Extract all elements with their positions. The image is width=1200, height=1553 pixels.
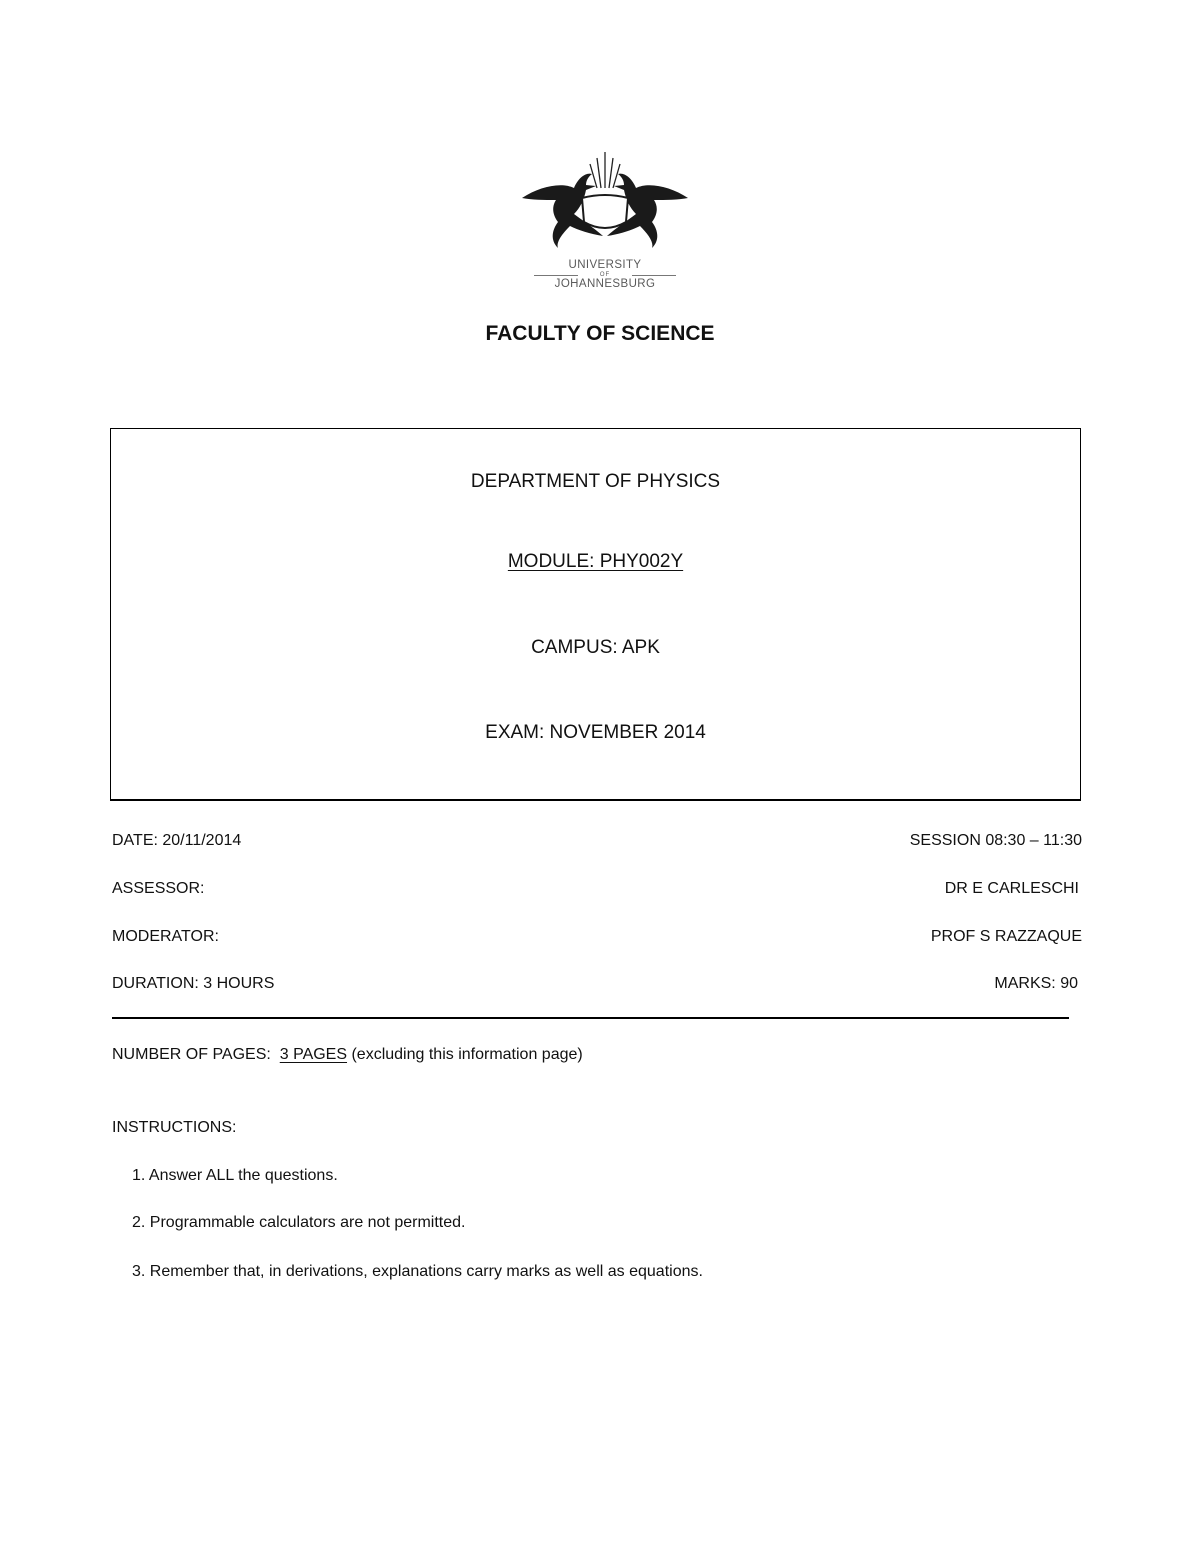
faculty-title: FACULTY OF SCIENCE xyxy=(485,322,715,345)
duration-label: DURATION: 3 HOURS xyxy=(112,975,275,992)
instruction-item: 1. Answer ALL the questions. xyxy=(132,1167,338,1184)
module-label xyxy=(111,551,1080,573)
exam-details-box xyxy=(110,428,1081,801)
session-label: SESSION 08:30 – 11:30 xyxy=(909,832,1082,849)
marks-label: MARKS: 90 xyxy=(994,975,1078,992)
date-label: DATE: 20/11/2014 xyxy=(112,832,242,849)
logo-rule-right xyxy=(632,275,676,276)
module-text: MODULE: PHY002Y xyxy=(507,551,684,572)
campus-label: CAMPUS: APK xyxy=(531,637,660,658)
department-label: DEPARTMENT OF PHYSICS xyxy=(470,471,721,492)
instruction-item: 3. Remember that, in derivations, explanations carry marks as well as equations. xyxy=(132,1263,703,1280)
instructions-heading: INSTRUCTIONS: xyxy=(112,1119,237,1136)
moderator-label: MODERATOR: xyxy=(112,928,219,945)
number-of-pages xyxy=(112,1046,583,1064)
logo-text-johannesburg: JOHANNESBURG xyxy=(554,278,656,290)
pages-value: 3 PAGES xyxy=(279,1046,348,1063)
logo-birds-emblem xyxy=(500,148,710,258)
assessor-value: DR E CARLESCHI xyxy=(944,880,1079,897)
divider-line xyxy=(112,1017,1069,1019)
logo-text-university: UNIVERSITY xyxy=(568,259,642,271)
pages-label: NUMBER OF PAGES: xyxy=(112,1046,280,1063)
logo-text-of: OF xyxy=(599,272,611,278)
instruction-item: 2. Programmable calculators are not permitted. xyxy=(132,1214,466,1231)
university-logo xyxy=(500,148,700,298)
pages-note: (excluding this information page) xyxy=(347,1046,583,1063)
exam-label: EXAM: NOVEMBER 2014 xyxy=(485,722,706,743)
moderator-value: PROF S RAZZAQUE xyxy=(930,928,1082,945)
assessor-label: ASSESSOR: xyxy=(112,880,205,897)
